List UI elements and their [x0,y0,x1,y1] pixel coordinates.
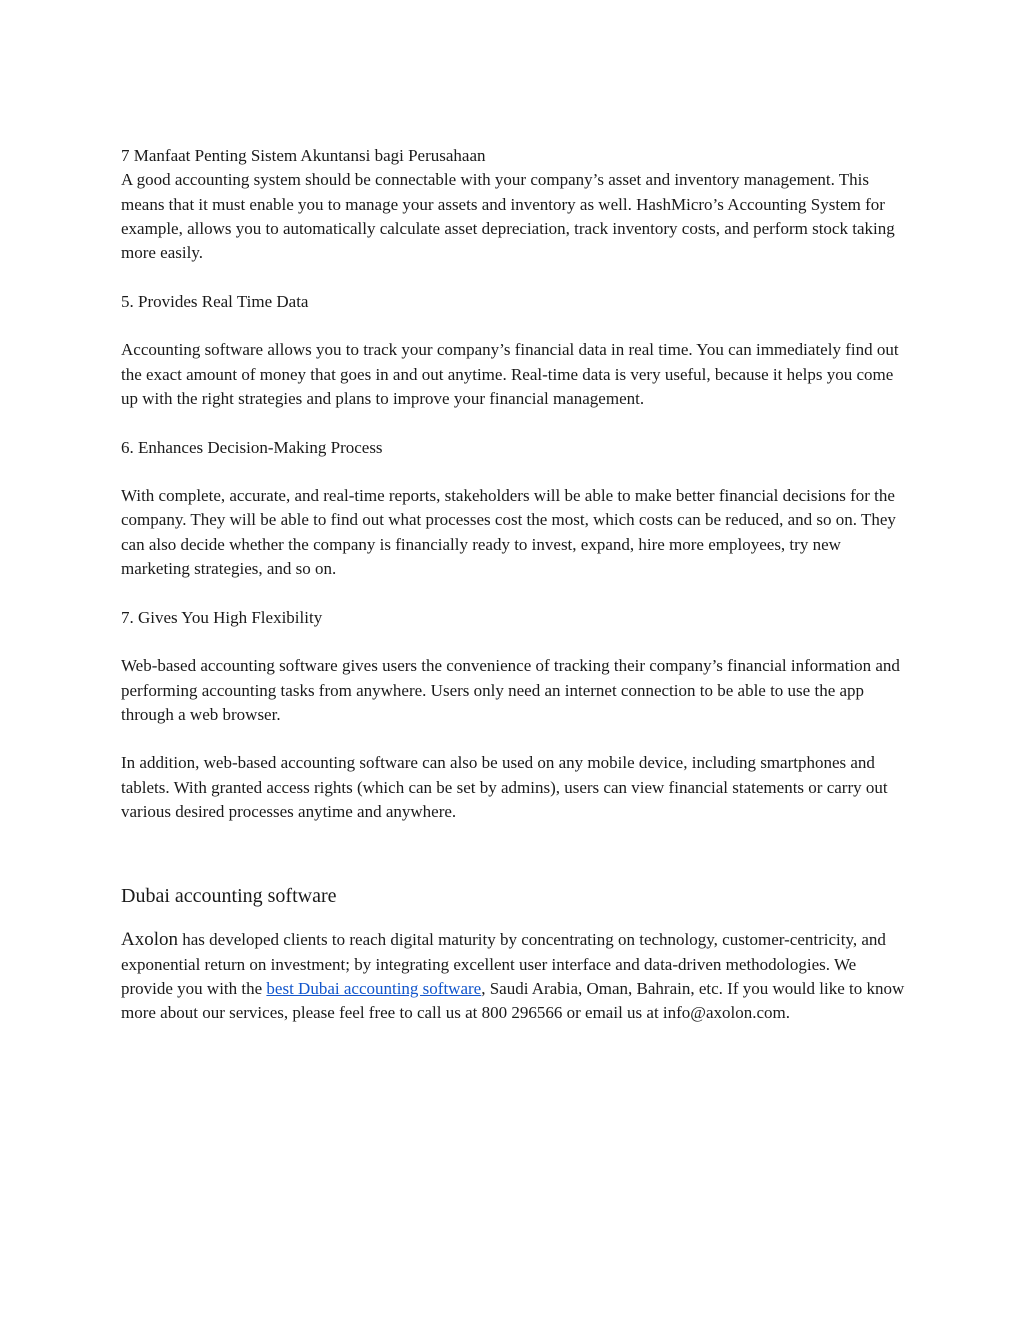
spacer [121,314,911,338]
section-heading-flexibility: 7. Gives You High Flexibility [121,607,323,627]
section-heading-real-time-data: 5. Provides Real Time Data [121,291,309,311]
spacer [121,727,911,751]
dubai-heading: Dubai accounting software [121,885,337,908]
section-paragraph: Web-based accounting software gives users the convenience of tracking their company’s financial information and performing accounting tasks from anywhere. Users only need an internet connection to be able to use the app through a web browser. [121,656,900,724]
spacer [121,630,911,654]
spacer [121,910,911,928]
intro-paragraph: A good accounting system should be connectable with your company’s asset and inventory management. This means that it must enable you to manage your assets and inventory as well. HashMicro’s Accounting System for example, allows you to automatically calculate asset depreciation, track inventory costs, and perform stock taking more easily. [121,170,895,263]
section-heading-decision-making: 6. Enhances Decision-Making Process [121,437,383,457]
dubai-text-before-link: has developed clients to reach digital maturity by concentrating on technology, customer-centricity, and exponential return on investment; by integrating excellent user interface and data-driven methodologies. We provide you with the [121,930,886,998]
intro-title: 7 Manfaat Penting Sistem Akuntansi bagi Perusahaan [121,146,486,165]
spacer [121,411,911,435]
brand-name: Axolon [121,929,178,951]
spacer [121,824,911,882]
spacer [121,581,911,605]
spacer [121,265,911,289]
spacer [121,460,911,484]
section-paragraph: Accounting software allows you to track your company’s financial data in real time. You can immediately find out the exact amount of money that goes in and out anytime. Real-time data is very useful, because it helps you come up with the right strategies and plans to improve your financial management. [121,340,899,408]
section-paragraph: With complete, accurate, and real-time reports, stakeholders will be able to make better financial decisions for the company. They will be able to find out what processes cost the most, which costs can be reduced, and so on. They can also decide whether the company is financially ready to invest, expand, hire more employees, try new marketing strategies, and so on. [121,486,896,579]
best-dubai-accounting-software-link[interactable]: best Dubai accounting software [266,978,482,998]
dubai-text-after-link: , Saudi Arabia, Oman, Bahrain, etc. If you would like to know more about our services, please feel free to call us at 800 296566 or email us at info@axolon.com. [121,978,905,1023]
document-page [121,144,911,1026]
dubai-paragraph [121,928,911,1025]
section-paragraph: In addition, web-based accounting software can also be used on any mobile device, including smartphones and tablets. With granted access rights (which can be set by admins), users can view financial statements or carry out various desired processes anytime and anywhere. [121,753,888,822]
